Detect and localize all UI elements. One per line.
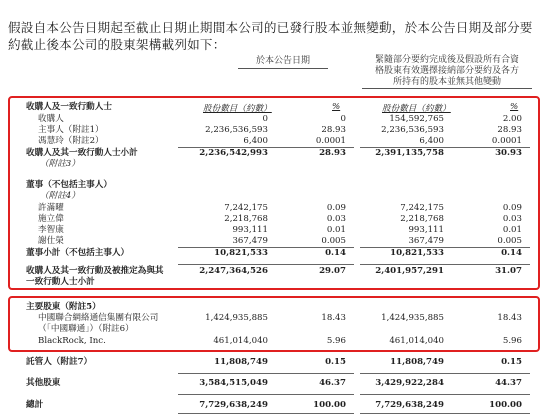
pct-value-a: 0.09 [326, 203, 346, 213]
pct-value-b: 0.15 [501, 357, 522, 367]
row-label: 收購人及其一致行動及被推定為與其 [26, 266, 164, 276]
shares-value-b: 367,479 [408, 236, 444, 246]
row-label: 許滿曜 [38, 203, 64, 213]
shares-value-b: 6,400 [419, 136, 444, 146]
subtotal-rule [360, 373, 530, 374]
shares-value-a: 993,111 [232, 225, 268, 235]
row-label: 總計 [26, 400, 44, 410]
row-label: 主要股東（附註5） [26, 302, 101, 312]
row-label: 一致行動人士小計 [26, 277, 95, 287]
shares-value-b: 3,429,922,284 [375, 378, 444, 388]
row-label: 謝仕榮 [38, 236, 64, 246]
shares-value-b: 7,729,638,249 [375, 400, 444, 410]
column-header-post-offer-line-1: 緊隨部分要約完成後及假設所有合資 [374, 55, 519, 65]
row-label: 主事人（附註1） [38, 125, 104, 135]
total-rule [178, 394, 354, 395]
total-rule [360, 394, 530, 395]
row-label: 董事（不包括主事人） [26, 180, 112, 190]
shares-value-a: 2,236,536,593 [205, 125, 268, 135]
shares-value-a: 461,014,040 [213, 336, 268, 346]
row-label: 董事小計（不包括主事人） [26, 248, 130, 258]
pct-value-a: 18.43 [321, 313, 346, 323]
shares-value-a: 367,479 [232, 236, 268, 246]
shares-value-a: 2,247,364,526 [199, 266, 268, 276]
pct-header-b: % [510, 102, 519, 112]
shares-header-b: 股份數目（約數） [382, 104, 451, 114]
pct-value-a: 29.07 [319, 266, 346, 276]
pct-value-a: 0.03 [326, 214, 346, 224]
total-double-rule [178, 413, 354, 414]
row-label: 收購人及一致行動人士 [26, 102, 112, 112]
pct-value-a: 0.005 [321, 236, 346, 246]
pct-value-a: 0.15 [325, 357, 346, 367]
shares-value-a: 2,236,542,993 [199, 148, 268, 158]
pct-value-a: 0.0001 [315, 136, 346, 146]
shares-value-b: 11,808,749 [390, 357, 444, 367]
pct-value-b: 31.07 [495, 266, 522, 276]
shares-value-a: 7,242,175 [224, 203, 268, 213]
pct-value-b: 0.09 [502, 203, 522, 213]
pct-value-b: 5.96 [502, 336, 522, 346]
pct-value-a: 0.14 [325, 248, 346, 258]
pct-value-b: 30.93 [495, 148, 522, 158]
column-header-announcement-date: 於本公告日期 [238, 56, 328, 69]
shares-value-b: 993,111 [408, 225, 444, 235]
pct-value-b: 44.37 [495, 378, 522, 388]
shares-value-a: 3,584,515,049 [199, 378, 268, 388]
column-header-post-offer-line-2: 格股東有效選擇接納部分要約及各方 [374, 66, 519, 76]
pct-value-b: 0.005 [497, 236, 522, 246]
shares-value-a: 10,821,533 [214, 248, 268, 258]
row-label: 中國聯合網絡通信集團有限公司 [38, 313, 159, 323]
table-row [0, 357, 550, 368]
shares-value-b: 1,424,935,885 [381, 313, 444, 323]
column-header-post-offer-line-3: 所持有的股本並無其他變動 [362, 77, 532, 89]
shares-value-b: 2,401,957,291 [375, 266, 444, 276]
shares-value-a: 11,808,749 [214, 357, 268, 367]
row-note: （附註3） [40, 159, 80, 169]
shares-value-b: 2,236,536,593 [381, 125, 444, 135]
pct-value-a: 5.96 [326, 336, 346, 346]
highlight-box-offeror-directors [8, 96, 540, 290]
pct-value-b: 2.00 [502, 114, 522, 124]
row-label: 李智康 [38, 225, 64, 235]
shares-value-a: 7,729,638,249 [199, 400, 268, 410]
shares-value-b: 2,391,135,758 [375, 148, 444, 158]
pct-header-a: % [332, 102, 341, 112]
shares-value-a: 2,218,768 [224, 214, 268, 224]
pct-value-b: 0.0001 [491, 136, 522, 146]
shares-value-b: 461,014,040 [389, 336, 444, 346]
row-label: （「中國聯通」）（附註6） [38, 324, 134, 334]
row-note: （附註4） [40, 191, 80, 201]
row-label: 施立偉 [38, 214, 64, 224]
pct-value-a: 0 [340, 114, 346, 124]
pct-value-a: 100.00 [313, 400, 346, 410]
shares-value-a: 0 [262, 114, 268, 124]
total-double-rule [360, 413, 530, 414]
pct-value-a: 46.37 [319, 378, 346, 388]
row-label: BlackRock, Inc. [38, 336, 106, 346]
shares-value-b: 10,821,533 [390, 248, 444, 258]
row-label: 其他股東 [26, 378, 61, 388]
subtotal-rule [178, 373, 354, 374]
pct-value-b: 18.43 [497, 313, 522, 323]
row-label: 收購人及其一致行動人士小計 [26, 148, 138, 158]
table-row [0, 378, 550, 389]
row-label: 馮慧玲（附註2） [38, 136, 104, 146]
shares-value-b: 2,218,768 [400, 214, 444, 224]
shares-value-b: 154,592,765 [389, 114, 444, 124]
pct-value-a: 0.01 [326, 225, 346, 235]
shares-value-a: 1,424,935,885 [205, 313, 268, 323]
row-label: 收購人 [38, 114, 64, 124]
pct-value-b: 0.03 [502, 214, 522, 224]
shares-value-b: 7,242,175 [400, 203, 444, 213]
pct-value-a: 28.93 [319, 148, 346, 158]
pct-value-b: 0.01 [502, 225, 522, 235]
pct-value-a: 28.93 [321, 125, 346, 135]
pct-value-b: 100.00 [489, 400, 522, 410]
row-label: 託管人（附註7） [26, 357, 93, 367]
pct-value-b: 0.14 [501, 248, 522, 258]
intro-paragraph: 假設自本公告日期起至截止日期止期間本公司的已發行股本並無變動，於本公告日期及部分要約截止後本公司的股東架構載列如下： [8, 19, 533, 52]
highlight-box-substantial-shareholders [8, 296, 540, 352]
shares-value-a: 6,400 [243, 136, 268, 146]
shares-header-a: 股份數目（約數） [203, 104, 272, 114]
pct-value-b: 28.93 [497, 125, 522, 135]
column-header-post-offer [362, 55, 532, 89]
table-row [0, 400, 550, 411]
